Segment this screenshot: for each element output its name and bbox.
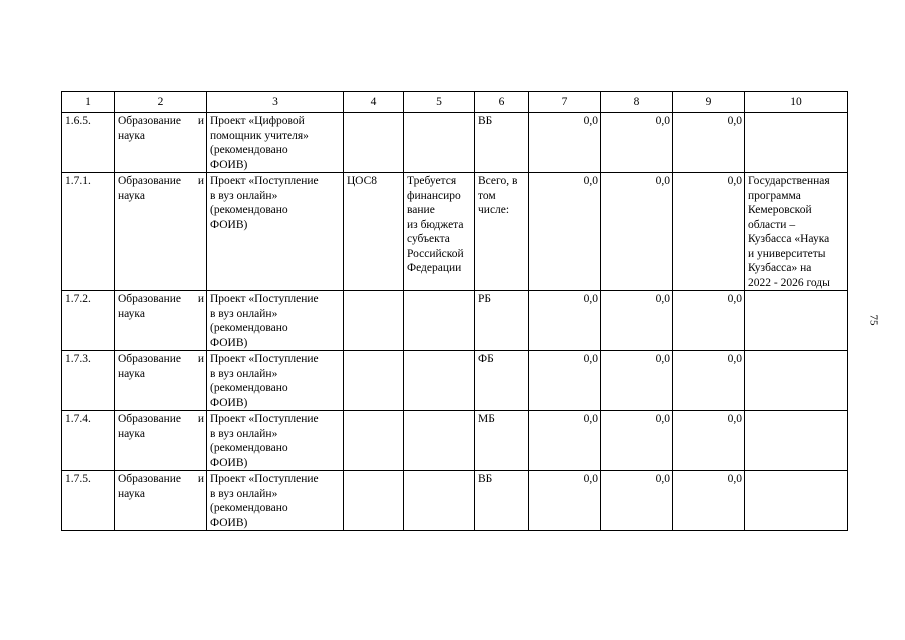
funding-source-cell-line: ВБ <box>478 115 493 127</box>
program-cell-line: области – <box>748 218 796 231</box>
note-cell <box>404 291 475 351</box>
project-cell-line: Проект «Поступление <box>210 413 319 425</box>
value-col8-cell: 0,0 <box>601 411 673 471</box>
funding-source-cell-line: ВБ <box>478 473 493 485</box>
header-cell-5: 5 <box>404 92 475 113</box>
area-cell-line: Образование и <box>118 175 204 187</box>
note-cell <box>404 113 475 173</box>
project-cell-line: (рекомендовано <box>210 442 288 454</box>
project-cell-line: (рекомендовано <box>210 502 288 514</box>
header-cell-1: 1 <box>62 92 115 113</box>
note-cell-line: субъекта <box>407 233 450 245</box>
value-col7-cell: 0,0 <box>529 411 601 471</box>
area-cell-line: Образование и <box>118 293 204 305</box>
area-cell <box>115 173 207 291</box>
area-cell-line: наука <box>118 487 145 500</box>
table-row <box>62 471 848 531</box>
header-cell-6: 6 <box>475 92 529 113</box>
note-cell-line: из бюджета <box>407 218 464 231</box>
program-cell-line: Государственная <box>748 175 830 187</box>
program-cell <box>745 351 848 411</box>
code-cell <box>344 351 404 411</box>
program-cell-line: Кузбасса» на <box>748 262 812 274</box>
value-col7-cell: 0,0 <box>529 173 601 291</box>
note-cell <box>404 471 475 531</box>
project-cell <box>207 291 344 351</box>
note-cell <box>404 411 475 471</box>
program-cell <box>745 291 848 351</box>
project-cell-line: ФОИВ) <box>210 516 248 529</box>
project-cell-line: Проект «Поступление <box>210 473 319 485</box>
row-number-cell: 1.7.1. <box>62 173 115 291</box>
area-cell-line: наука <box>118 307 145 320</box>
project-cell <box>207 471 344 531</box>
program-cell <box>745 411 848 471</box>
funding-source-cell-line: числе: <box>478 204 510 216</box>
area-cell-line: наука <box>118 129 145 142</box>
note-cell <box>404 351 475 411</box>
header-row <box>62 92 848 113</box>
area-cell <box>115 351 207 411</box>
program-cell-line: Кузбасса «Наука <box>748 233 830 245</box>
funding-source-cell-line: РБ <box>478 293 491 305</box>
row-number-cell: 1.6.5. <box>62 113 115 173</box>
project-cell-line: (рекомендовано <box>210 144 288 156</box>
code-cell <box>344 411 404 471</box>
funding-source-cell-line: МБ <box>478 413 495 425</box>
program-cell <box>745 113 848 173</box>
project-cell-line: в вуз онлайн» <box>210 367 278 380</box>
area-cell <box>115 471 207 531</box>
header-cell-9: 9 <box>673 92 745 113</box>
code-cell <box>344 471 404 531</box>
value-col8-cell: 0,0 <box>601 291 673 351</box>
project-cell <box>207 173 344 291</box>
project-cell-line: ФОИВ) <box>210 158 248 171</box>
value-col8-cell: 0,0 <box>601 471 673 531</box>
project-cell <box>207 113 344 173</box>
value-col7-cell: 0,0 <box>529 351 601 411</box>
project-cell-line: ФОИВ) <box>210 336 248 349</box>
funding-source-cell <box>475 113 529 173</box>
project-cell-line: Проект «Поступление <box>210 293 319 305</box>
funding-source-cell <box>475 471 529 531</box>
funding-source-cell <box>475 291 529 351</box>
funding-source-cell <box>475 351 529 411</box>
project-cell-line: Проект «Цифровой <box>210 115 305 127</box>
program-cell-line: 2022 - 2026 годы <box>748 276 830 289</box>
note-cell-line: Российской <box>407 247 464 260</box>
value-col9-cell: 0,0 <box>673 113 745 173</box>
value-col7-cell: 0,0 <box>529 113 601 173</box>
note-cell-line: финансиро <box>407 189 461 202</box>
note-cell-line: Требуется <box>407 175 457 187</box>
code-cell <box>344 113 404 173</box>
program-cell-line: и университеты <box>748 247 826 260</box>
header-cell-7: 7 <box>529 92 601 113</box>
project-cell-line: (рекомендовано <box>210 382 288 394</box>
area-cell-line: Образование и <box>118 353 204 365</box>
project-cell-line: Проект «Поступление <box>210 353 319 365</box>
project-cell-line: ФОИВ) <box>210 396 248 409</box>
table-row <box>62 113 848 173</box>
program-cell-line: программа <box>748 189 801 202</box>
project-cell-line: ФОИВ) <box>210 218 248 231</box>
value-col8-cell: 0,0 <box>601 113 673 173</box>
project-cell-line: в вуз онлайн» <box>210 487 278 500</box>
header-cell-2: 2 <box>115 92 207 113</box>
header-cell-10: 10 <box>745 92 848 113</box>
project-cell-line: в вуз онлайн» <box>210 427 278 440</box>
program-cell <box>745 471 848 531</box>
area-cell <box>115 411 207 471</box>
value-col9-cell: 0,0 <box>673 291 745 351</box>
value-col8-cell: 0,0 <box>601 351 673 411</box>
code-cell: ЦОС8 <box>344 173 404 291</box>
row-number-cell: 1.7.4. <box>62 411 115 471</box>
project-cell-line: Проект «Поступление <box>210 175 319 187</box>
code-cell <box>344 291 404 351</box>
project-cell-line: (рекомендовано <box>210 322 288 334</box>
value-col9-cell: 0,0 <box>673 471 745 531</box>
table-row <box>62 351 848 411</box>
funding-source-cell-line: ФБ <box>478 353 494 365</box>
area-cell-line: Образование и <box>118 413 204 425</box>
project-cell-line: (рекомендовано <box>210 204 288 216</box>
table-row <box>62 411 848 471</box>
value-col8-cell: 0,0 <box>601 173 673 291</box>
area-cell-line: наука <box>118 427 145 440</box>
budget-table <box>61 91 848 531</box>
funding-source-cell <box>475 173 529 291</box>
area-cell-line: Образование и <box>118 473 204 485</box>
project-cell-line: помощник учителя» <box>210 129 309 142</box>
funding-source-cell <box>475 411 529 471</box>
note-cell <box>404 173 475 291</box>
table-row <box>62 173 848 291</box>
program-cell <box>745 173 848 291</box>
area-cell-line: Образование и <box>118 115 204 127</box>
note-cell-line: Федерации <box>407 262 462 274</box>
value-col9-cell: 0,0 <box>673 411 745 471</box>
project-cell-line: ФОИВ) <box>210 456 248 469</box>
row-number-cell: 1.7.5. <box>62 471 115 531</box>
page-number: 75 <box>867 314 880 326</box>
table-body <box>62 92 848 531</box>
project-cell-line: в вуз онлайн» <box>210 189 278 202</box>
program-cell-line: Кемеровской <box>748 204 812 216</box>
note-cell-line: вание <box>407 204 435 216</box>
project-cell <box>207 351 344 411</box>
funding-source-cell-line: том <box>478 189 496 202</box>
area-cell <box>115 113 207 173</box>
row-number-cell: 1.7.3. <box>62 351 115 411</box>
area-cell <box>115 291 207 351</box>
area-cell-line: наука <box>118 189 145 202</box>
area-cell-line: наука <box>118 367 145 380</box>
value-col7-cell: 0,0 <box>529 291 601 351</box>
value-col7-cell: 0,0 <box>529 471 601 531</box>
row-number-cell: 1.7.2. <box>62 291 115 351</box>
funding-source-cell-line: Всего, в <box>478 175 518 187</box>
header-cell-4: 4 <box>344 92 404 113</box>
header-cell-8: 8 <box>601 92 673 113</box>
project-cell <box>207 411 344 471</box>
table-row <box>62 291 848 351</box>
value-col9-cell: 0,0 <box>673 173 745 291</box>
project-cell-line: в вуз онлайн» <box>210 307 278 320</box>
value-col9-cell: 0,0 <box>673 351 745 411</box>
header-cell-3: 3 <box>207 92 344 113</box>
